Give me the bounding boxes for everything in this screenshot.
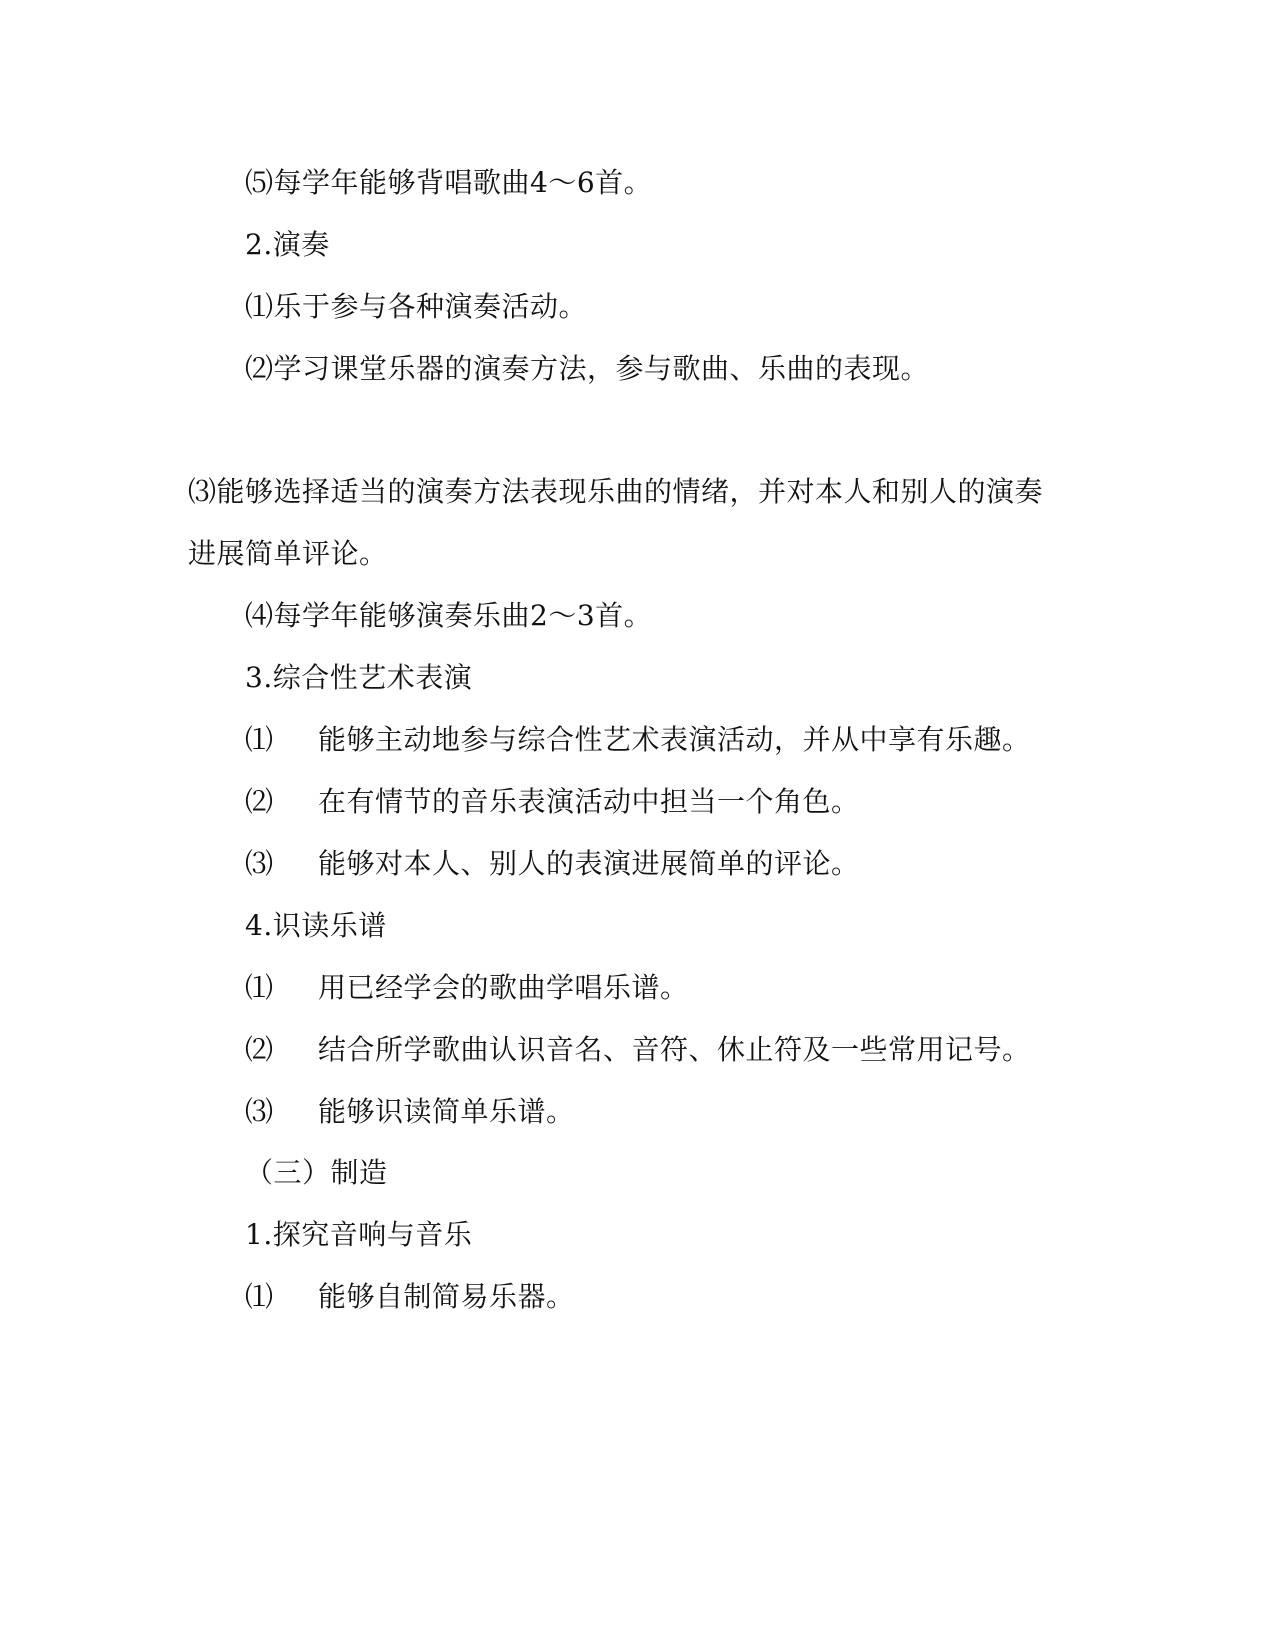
item-text: 能够对本人、别人的表演进展简单的评论。 — [318, 847, 860, 880]
item-text: 结合所学歌曲认识音名、音符、休止符及一些常用记号。 — [318, 1033, 1031, 1066]
item-number: ⑴ — [245, 723, 274, 756]
heading-performance — [245, 228, 330, 262]
item-number: ⑵ — [245, 785, 274, 818]
section-heading-creation — [245, 1156, 388, 1190]
item-sing-5 — [245, 166, 652, 200]
item-text: 在有情节的音乐表演活动中担当一个角色。 — [318, 785, 860, 818]
heading-text: 1.探究音响与音乐 — [245, 1218, 473, 1251]
item-art-2 — [245, 785, 860, 819]
item-text: 进展简单评论。 — [188, 537, 388, 570]
item-play-4 — [245, 599, 652, 633]
item-text: 能够主动地参与综合性艺术表演活动，并从中享有乐趣。 — [318, 723, 1031, 756]
section-text: （三）制造 — [245, 1156, 388, 1189]
heading-text: 2.演奏 — [245, 228, 330, 261]
heading-score-reading — [245, 909, 387, 943]
item-text: ⑵学习课堂乐器的演奏方法，参与歌曲、乐曲的表现。 — [245, 352, 930, 385]
item-text: 用已经学会的歌曲学唱乐谱。 — [318, 971, 689, 1004]
heading-explore-sound — [245, 1218, 472, 1252]
heading-text: 4.识读乐谱 — [245, 909, 387, 942]
heading-art-performance — [245, 661, 472, 695]
item-score-2 — [245, 1033, 1031, 1067]
item-play-3-continued — [188, 537, 388, 571]
heading-text: 3.综合性艺术表演 — [245, 661, 473, 694]
item-number: ⑴ — [245, 971, 274, 1004]
item-text: 能够自制简易乐器。 — [318, 1280, 575, 1313]
item-play-3 — [188, 475, 1043, 509]
item-score-1 — [245, 971, 689, 1005]
item-play-1 — [245, 290, 587, 324]
item-art-3 — [245, 847, 860, 881]
item-text: ⑶能够选择适当的演奏方法表现乐曲的情绪，并对本人和别人的演奏 — [188, 475, 1044, 508]
item-number: ⑵ — [245, 1033, 274, 1066]
item-score-3 — [245, 1095, 575, 1129]
item-text: 能够识读简单乐谱。 — [318, 1095, 575, 1128]
item-number: ⑴ — [245, 1280, 274, 1313]
item-explore-1 — [245, 1280, 575, 1314]
item-text: ⑴乐于参与各种演奏活动。 — [245, 290, 588, 323]
item-art-1 — [245, 723, 1031, 757]
item-number: ⑶ — [245, 847, 274, 880]
item-number: ⑶ — [245, 1095, 274, 1128]
item-play-2 — [245, 352, 929, 386]
item-text: ⑷每学年能够演奏乐曲2～3首。 — [245, 599, 653, 632]
item-text: ⑸每学年能够背唱歌曲4～6首。 — [245, 166, 653, 199]
